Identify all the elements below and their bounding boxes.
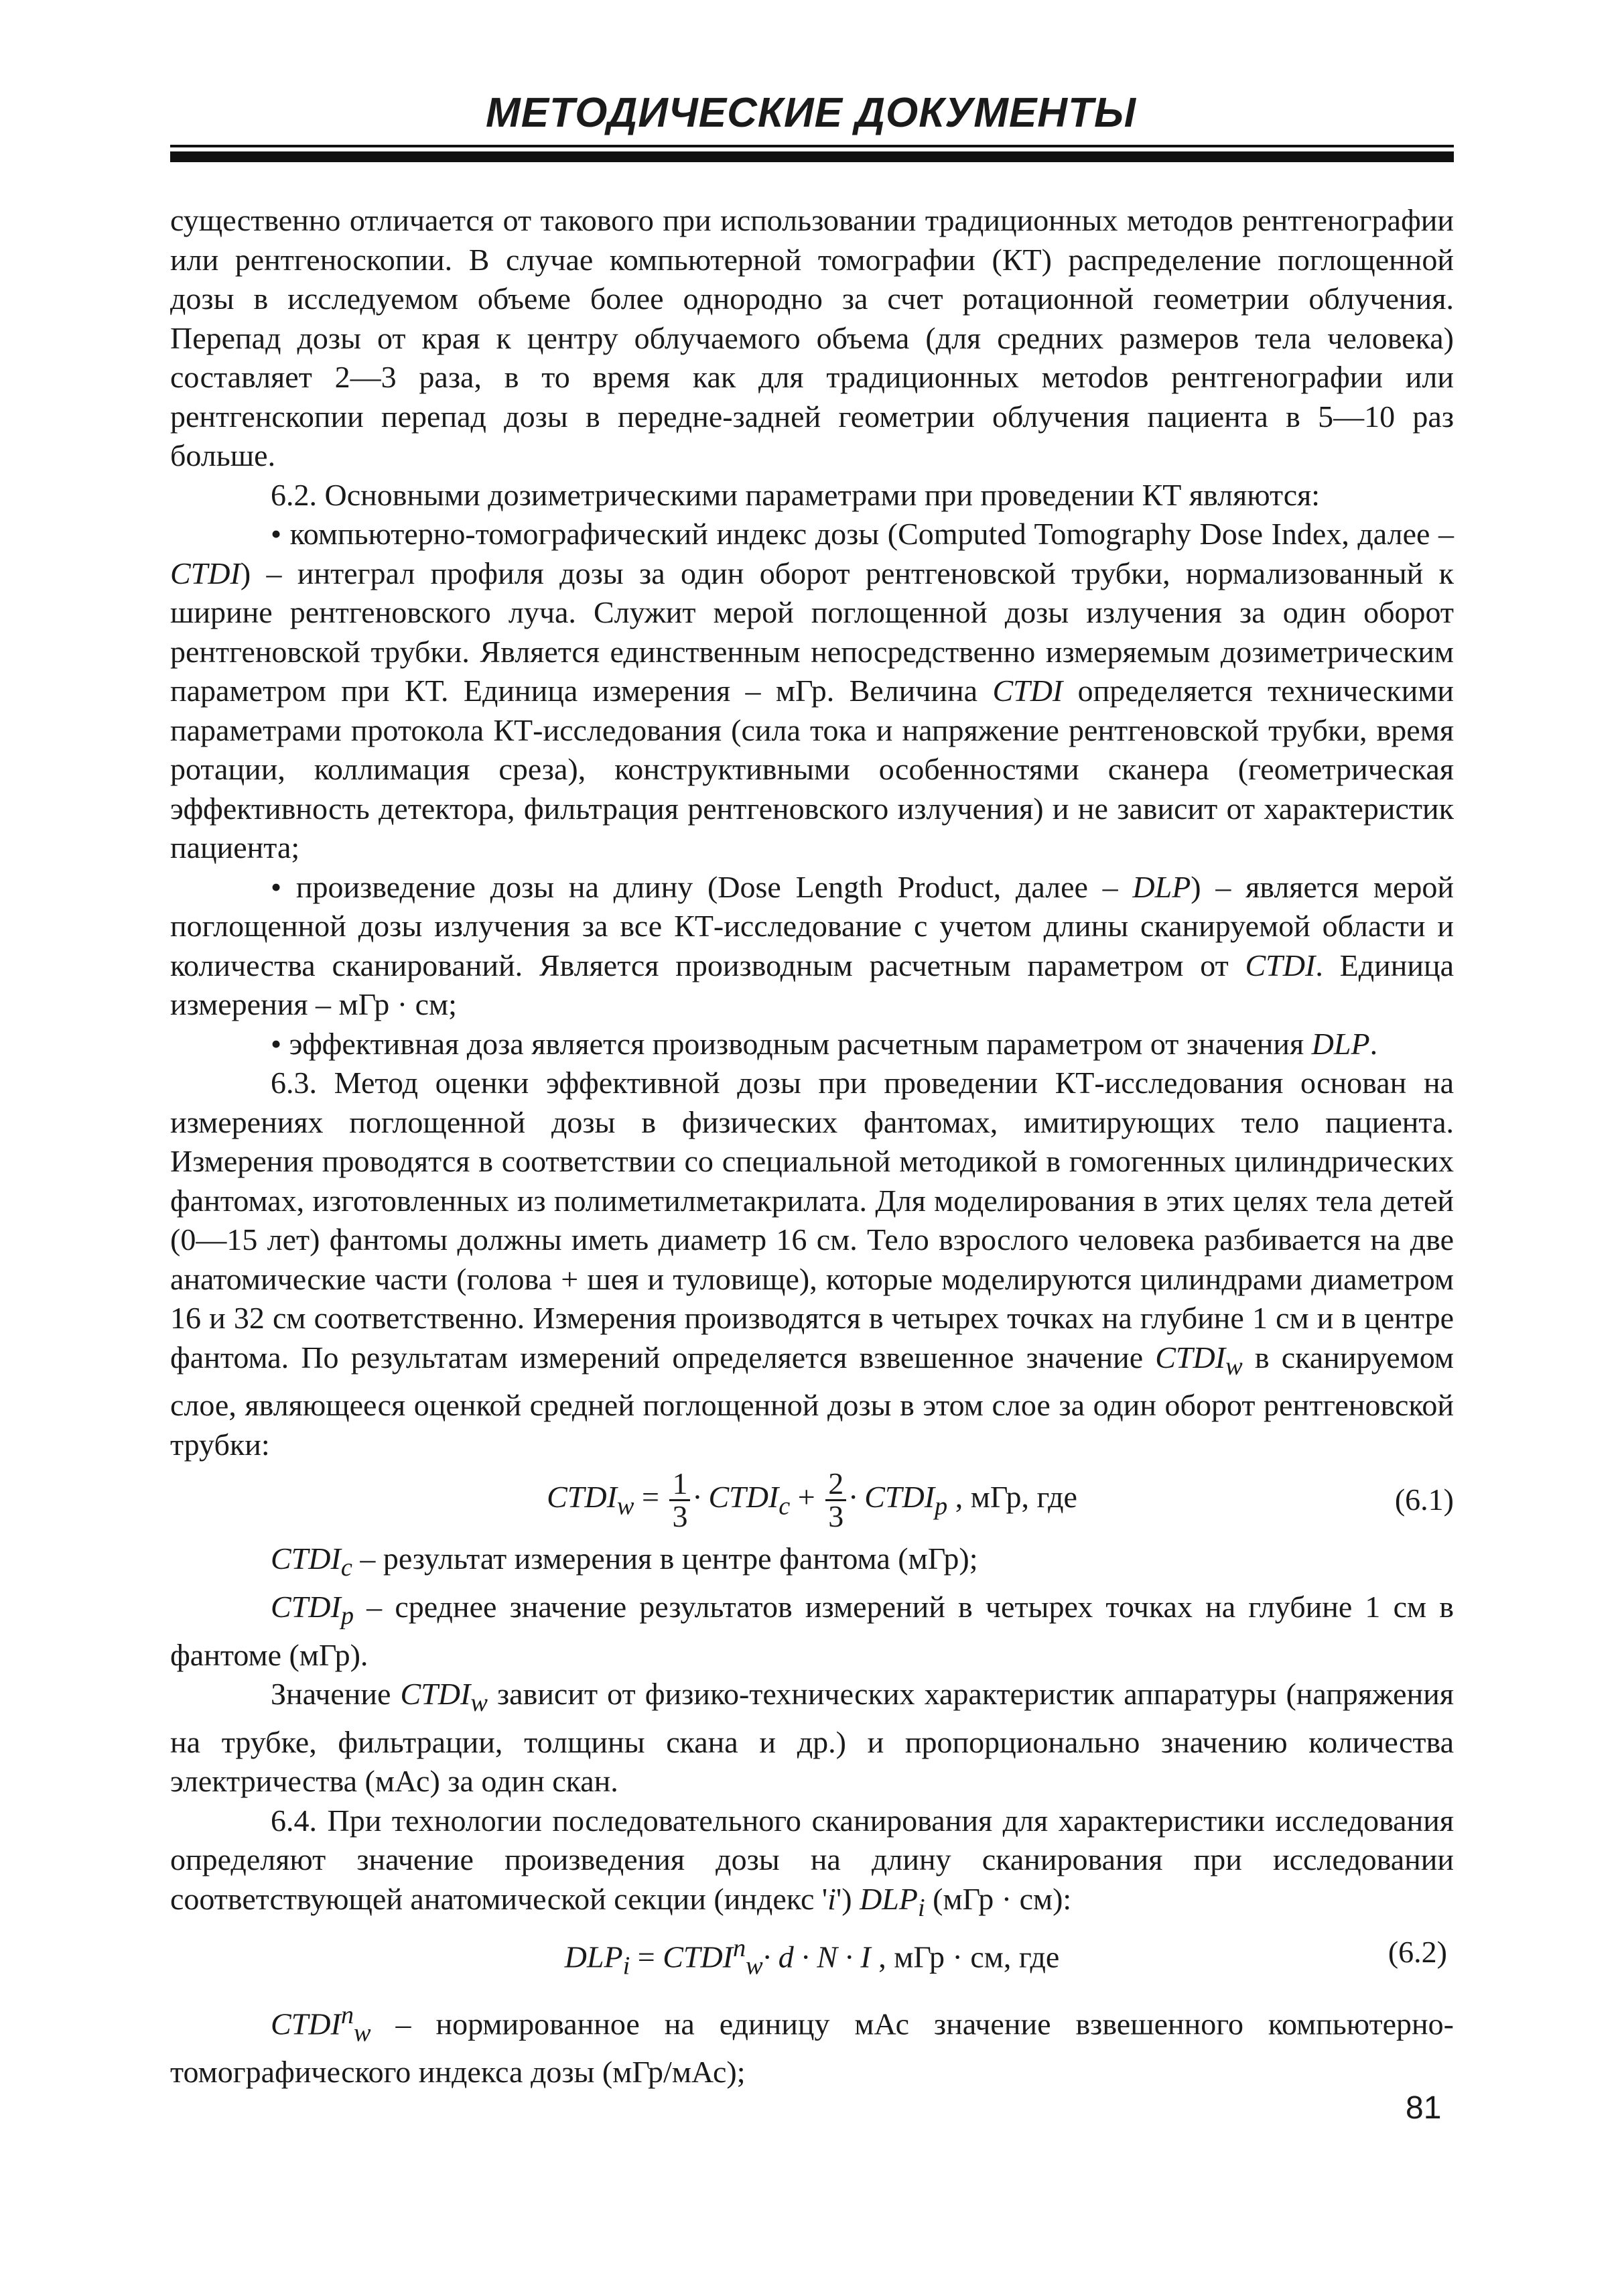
paragraph-intro: существенно отличается от такового при использовании традиционных методов рентгенографии или рентгеноскопии. В случае компьютерной томографии (КТ) распределение поглощенной дозы в исследуемом объеме более однородно за счет ротационной геометрии облучения. Перепад дозы от края к центру облучаемого объема (для средних размеров тела человека) составляет 2—3 раза, в то время как для традиционных метоdов рентгенографии или рентгенскопии перепад дозы в передне-задней геометрии облучения пациента в 5—10 раз больше. [170,203,1454,472]
header-rule-thin [170,145,1454,147]
bullet-ctdi: • компьютерно-томографический индекс дозы (Computed Tomography Dose Index, далее – CTDI) – интеграл профиля дозы за один оборот рентгеновской трубки, нормализованный к ширине рентгеновского луча. Служит мерой поглощенной дозы излучения за один оборот рентгеновской трубки. Является единственным непосредственно измеряемым дозиметрическим параметром при КТ. Единица измерения – мГр. Величина CTDI определяется техническими параметрами протокола КТ-исследования (сила тока и напряжение рентгеновской трубки, время ротации, коллимация среза), конструктивными особенностями сканера (геометрическая эффективность детектора, фильтрация рентгеновского излучения) и не зависит от характеристик пациента; [170,517,1454,865]
equation-6-2: $DLP_i$ = $CTDI^n_w\cdot d \cdot N \cdot I$ , мГр · см, где (6.2) [564,1934,1447,1980]
paragraph-6-4: 6.4. При технологии последовательного сканирования для характеристики исследования определяют значение произведения дозы на длину сканирования при исследовании соответствующей анатомической секции (индекс 'i') $DLP_i$ (мГр · см): [170,1803,1454,1922]
paragraph-ctdi-w: Значение $CTDI_w$ зависит от физико-технических характеристик аппаратуры (напряжения на трубке, фильтрации, толщины скана и др.) и пропорционально значению количества электричества (мАс) за один скан. [170,1677,1454,1799]
body-text [170,201,1454,2092]
header-rule-thick [170,151,1454,162]
page-number: 81 [1406,2090,1442,2126]
equation-number: (6.2) [1388,1935,1447,1970]
bullet-effective-dose: • эффективная доза является производным расчетным параметром от значения DLP. [271,1026,1378,1061]
running-header-title: МЕТОДИЧЕСКИЕ ДОКУМЕНТЫ [486,90,1136,136]
paragraph-6-3: 6.3. Метод оценки эффективной дозы при проведении КТ-исследования основан на измерениях поглощенной дозы в физических фантомах, имитирующих тело пациента. Измерения проводятся в соответствии со специальной методикой в гомогенных цилиндрических фантомах, изготовленных из полиметилметакрилата. Для моделирования в этих целях тела детей (0—15 лет) фантомы должны иметь диаметр 16 см. Тело взрослого человека разбивается на две анатомические части (голова + шея и туловище), которые моделируются цилиндрами диаметром 16 и 32 см соответственно. Измерения производятся в четырех точках на глубине 1 см и в центре фантома. По результатам измерений определяется взвешенное значение $CTDI_w$ в сканируемом слое, являющееся оценкой средней поглощенной дозы в этом слое за один оборот рентгеновской трубки: [170,1066,1454,1462]
equation-6-1: $CTDI_w$ = $\frac{1}{3}$ · $CTDI_c$ + $\frac{2}{3}$ · $CTDI_p$ , мГр, где (6.1) [547,1466,1454,1534]
definition-ctdi-p: $CTDI_p$ – среднее значение результатов измерений в четырех точках на глубине 1 см в фантоме (мГр). [170,1589,1454,1672]
fraction-two-thirds: $\frac{2}{3}$ [825,1468,846,1532]
definition-ctdi-c: $CTDI_c$ – результат измерения в центре фантома (мГр); [271,1541,978,1582]
equation-number: (6.1) [1394,1482,1454,1517]
definition-ctdi-n-w: $CTDI^n_w$ – нормированное на единицу мАс значение взвешенного компьютерно-томографического индекса дозы (мГр/мАс); [170,2001,1454,2090]
fraction-one-third: $\frac{1}{3}$ [669,1468,690,1532]
bullet-dlp: • произведение дозы на длину (Dose Length Product, далее – DLP) – является мерой поглощенной дозы излучения за все КТ-исследование с учетом длины сканируемой области и количества сканирований. Является производным расчетным параметром от CTDI. Единица измерения – мГр · см; [170,869,1454,1021]
paragraph-6-2: 6.2. Основными дозиметрическими параметрами при проведении КТ являются: [271,477,1321,512]
